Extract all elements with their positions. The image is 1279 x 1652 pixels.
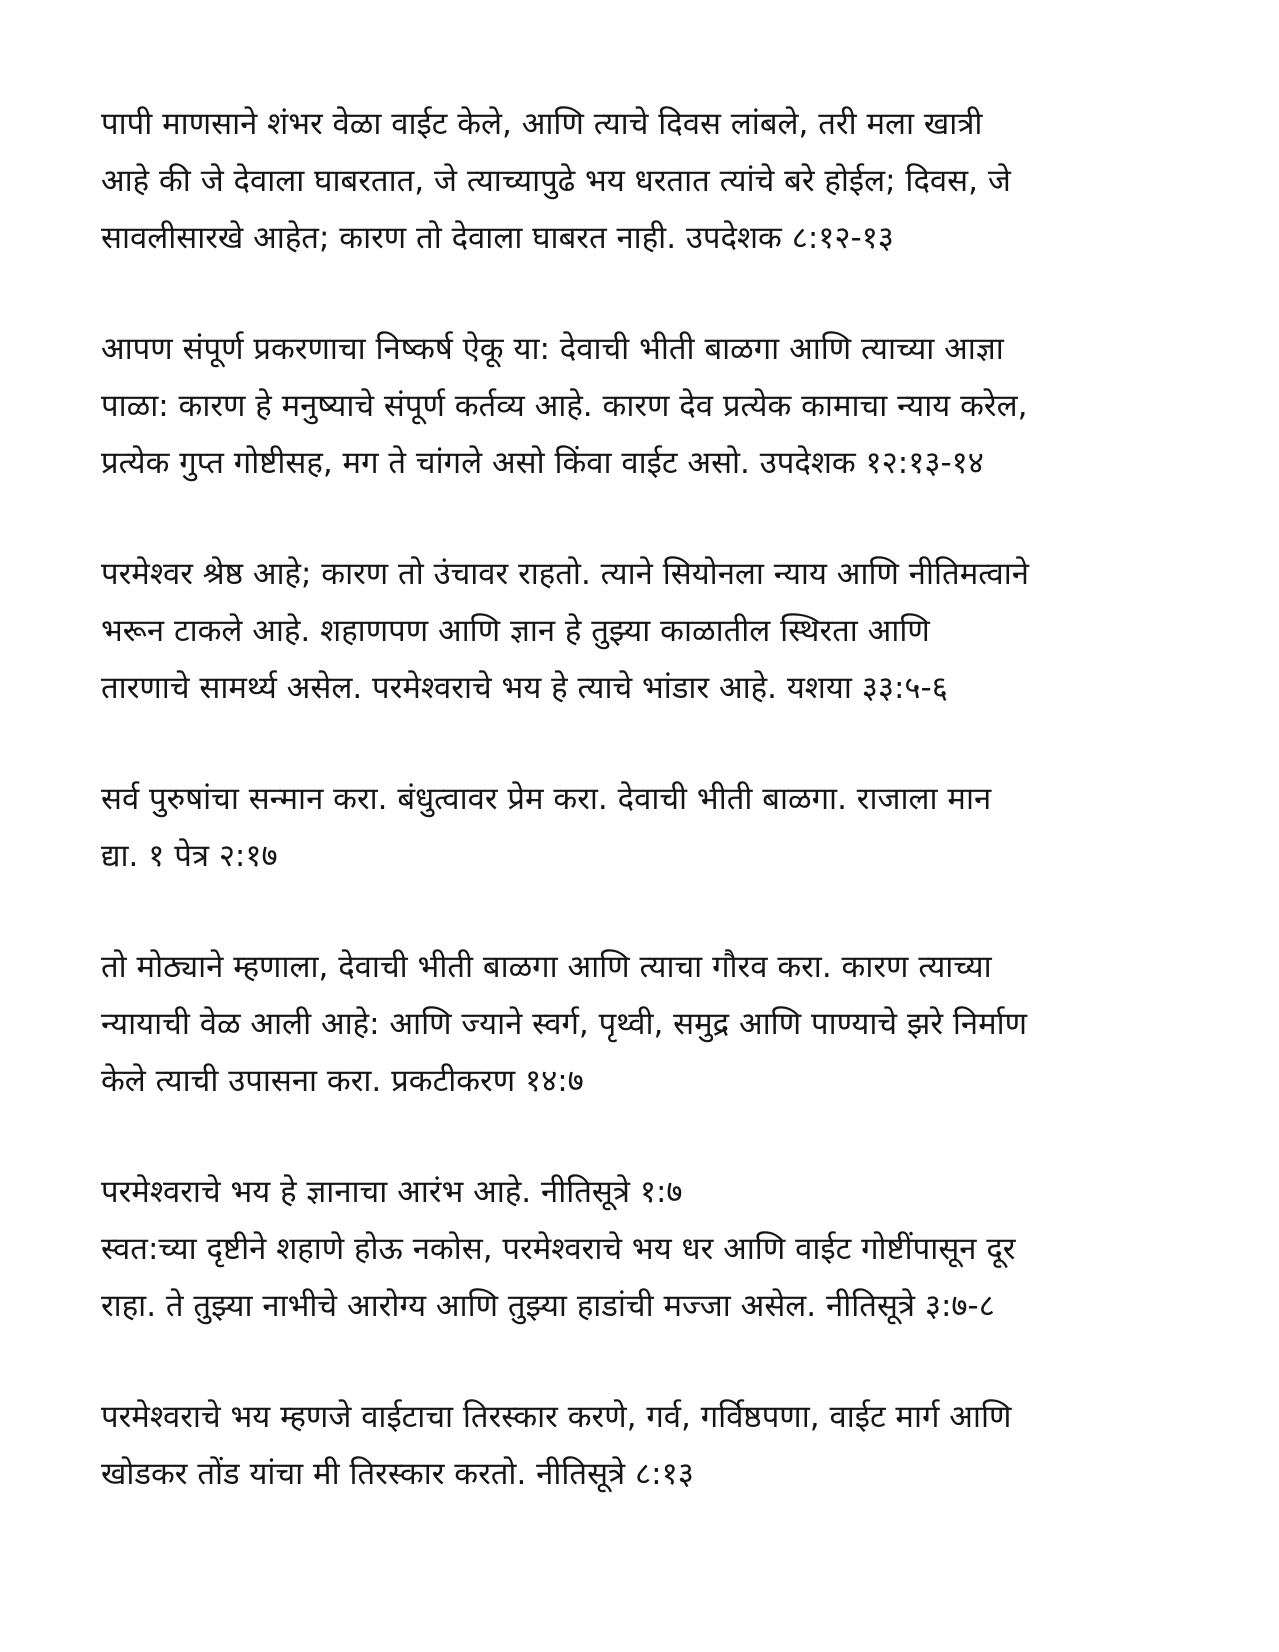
- text-line: आहे की जे देवाला घाबरतात, जे त्याच्यापुढे भय धरतात त्यांचे बरे होईल; दिवस, जे: [101, 163, 1011, 199]
- text-line: राहा. ते तुझ्या नाभीचे आरोग्य आणि तुझ्या हाडांची मज्जा असेल. नीतिसूत्रे ३:७-८: [101, 1288, 995, 1324]
- text-line: पाळा: कारण हे मनुष्याचे संपूर्ण कर्तव्य आहे. कारण देव प्रत्येक कामाचा न्याय करेल,: [101, 388, 1028, 424]
- paragraph-ecclesiastes-8: [101, 96, 1191, 267]
- paragraph-ecclesiastes-12: [101, 321, 1191, 492]
- text-line: तारणाचे सामर्थ्य असेल. परमेश्वराचे भय हे त्याचे भांडार आहे. यशया ३३:५-६: [101, 670, 948, 706]
- text-line: तो मोठ्याने म्हणाला, देवाची भीती बाळगा आणि त्याचा गौरव करा. कारण त्याच्या: [101, 949, 992, 985]
- text-line: परमेश्वराचे भय हे ज्ञानाचा आरंभ आहे. नीतिसूत्रे १:७: [101, 1174, 683, 1210]
- text-line: परमेश्वर श्रेष्ठ आहे; कारण तो उंचावर राहतो. त्याने सियोनला न्याय आणि नीतिमत्वाने: [101, 556, 1029, 592]
- text-line: प्रत्येक गुप्त गोष्टीसह, मग ते चांगले असो किंवा वाईट असो. उपदेशक १२:१३-१४: [101, 445, 984, 481]
- paragraph-isaiah-33: [101, 546, 1191, 717]
- paragraph-proverbs-1-and-3: [101, 1164, 1191, 1335]
- text-line: सावलीसारखे आहेत; कारण तो देवाला घाबरत नाही. उपदेशक ८:१२-१३: [101, 220, 894, 256]
- text-line: खोडकर तोंड यांचा मी तिरस्कार करतो. नीतिसूत्रे ८:१३: [101, 1456, 694, 1492]
- paragraph-1-peter-2: [101, 771, 1191, 885]
- text-line: स्वत:च्या दृष्टीने शहाणे होऊ नकोस, परमेश्वराचे भय धर आणि वाईट गोष्टींपासून दूर: [101, 1231, 1016, 1267]
- paragraph-revelation-14: [101, 939, 1191, 1110]
- text-line: परमेश्वराचे भय म्हणजे वाईटाचा तिरस्कार करणे, गर्व, गर्विष्ठपणा, वाईट मार्ग आणि: [101, 1399, 1012, 1435]
- text-line: न्यायाची वेळ आली आहे: आणि ज्याने स्वर्ग, पृथ्वी, समुद्र आणि पाण्याचे झरे निर्माण: [101, 1006, 1028, 1042]
- text-line: केले त्याची उपासना करा. प्रकटीकरण १४:७: [101, 1063, 584, 1099]
- text-line: द्या. १ पेत्र २:१७: [101, 838, 278, 874]
- paragraph-proverbs-8: [101, 1389, 1191, 1503]
- text-line: पापी माणसाने शंभर वेळा वाईट केले, आणि त्याचे दिवस लांबले, तरी मला खात्री: [101, 106, 983, 142]
- document-body: [101, 96, 1191, 1503]
- text-line: सर्व पुरुषांचा सन्मान करा. बंधुत्वावर प्रेम करा. देवाची भीती बाळगा. राजाला मान: [101, 781, 992, 817]
- text-line: आपण संपूर्ण प्रकरणाचा निष्कर्ष ऐकू या: देवाची भीती बाळगा आणि त्याच्या आज्ञा: [101, 331, 1004, 367]
- text-line: भरून टाकले आहे. शहाणपण आणि ज्ञान हे तुझ्या काळातील स्थिरता आणि: [101, 613, 930, 649]
